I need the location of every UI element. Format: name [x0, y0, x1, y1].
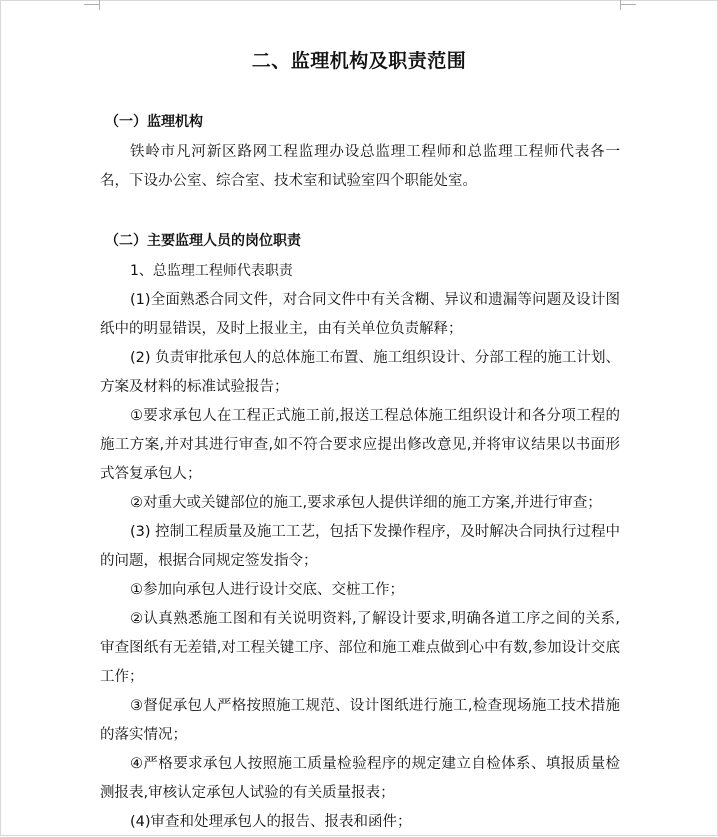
corner-mark: [99, 0, 100, 10]
section-heading-organization: （一）监理机构: [105, 114, 203, 130]
paragraph: ①参加向承包人进行设计交底、交桩工作；: [130, 582, 404, 598]
section-heading-duties: （二）主要监理人员的岗位职责: [105, 233, 301, 249]
paragraph: ③督促承包人严格按照施工规范、设计图纸进行施工,检查现场施工技术措施的落实情况；: [100, 698, 620, 743]
paragraph: ①要求承包人在工程正式施工前,报送工程总体施工组织设计和各分项工程的施工方案,并对其进行审查,如不符合要求应提出修改意见,并将审议结果以书面形式答复承包人；: [100, 408, 620, 482]
paragraph: ②认真熟悉施工图和有关说明资料,了解设计要求,明确各道工序之间的关系,审查图纸有无差错,对工程关键工序、部位和施工难点做到心中有数,参加设计交底工作；: [100, 611, 620, 685]
paragraph: (4)审查和处理承包人的报告、报表和函件；: [130, 814, 412, 830]
paragraph: 铁岭市凡河新区路网工程监理办设总监理工程师和总监理工程师代表各一名，下设办公室、综合室、技术室和试验室四个职能处室。: [100, 144, 620, 189]
subsection-heading: 1、总监理工程师代表职责: [130, 263, 293, 279]
paragraph: (3) 控制工程质量及施工工艺，包括下发操作程序，及时解决合同执行过程中的问题，根据合同规定签发指令；: [100, 524, 620, 569]
corner-mark: [620, 4, 636, 5]
paragraph: ④严格要求承包人按照施工质量检验程序的规定建立自检体系、填报质量检测报表,审核认定承包人试验的有关质量报表；: [100, 756, 620, 801]
corner-mark: [620, 0, 621, 10]
paragraph: ②对重大或关键部位的施工,要求承包人提供详细的施工方案,并进行审查；: [130, 495, 602, 511]
paragraph: (1)全面熟悉合同文件，对合同文件中有关含糊、异议和遗漏等问题及设计图纸中的明显错误，及时上报业主，由有关单位负责解释；: [100, 292, 620, 337]
corner-mark: [84, 4, 100, 5]
paragraph: (2) 负责审批承包人的总体施工布置、施工组织设计、分部工程的施工计划、方案及材料的标准试验报告；: [100, 350, 620, 395]
page-title: 二、监理机构及职责范围: [251, 50, 467, 72]
